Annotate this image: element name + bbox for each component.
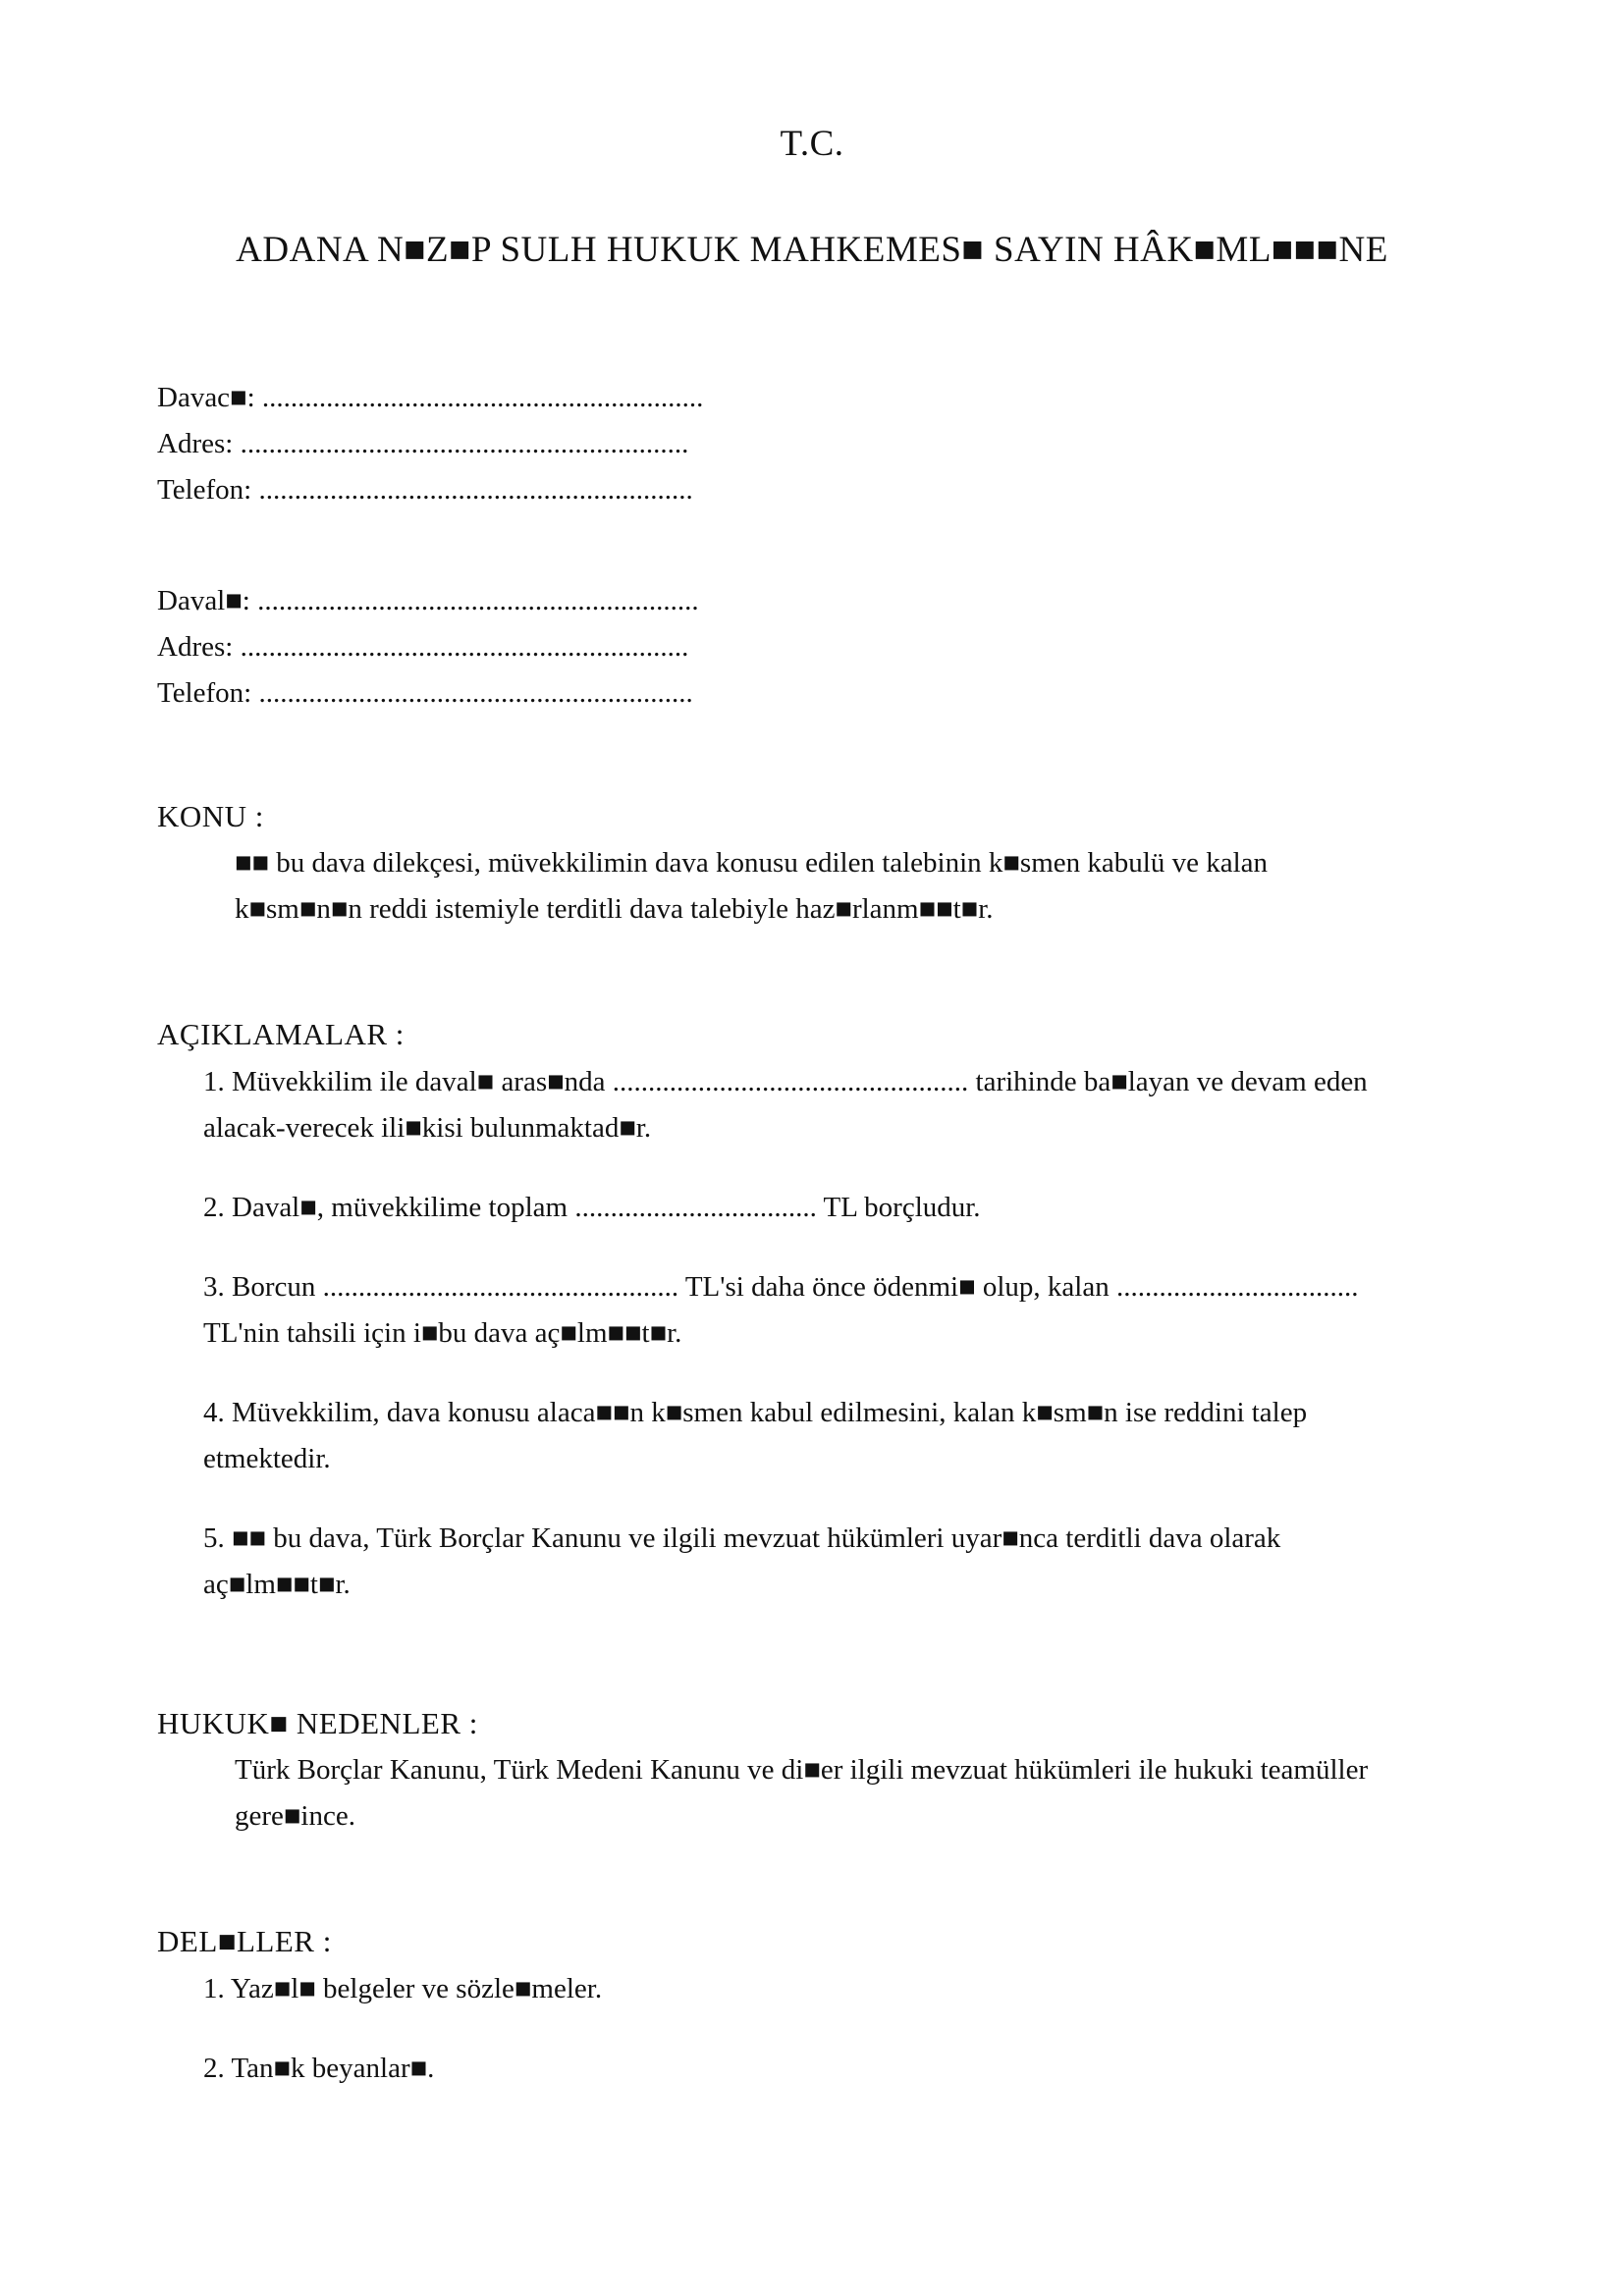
konu-heading: KONU : bbox=[157, 799, 264, 833]
plaintiff-phone-line: Telefon: ............................................................. bbox=[157, 474, 693, 506]
plaintiff-address-line: Adres: ............................................................... bbox=[157, 428, 689, 459]
aciklama-item-3-line-1: 3. Borcun .................................................. TL'si daha önce ödenmi■ olup, kalan .................................. bbox=[203, 1271, 1359, 1303]
aciklama-item-1-line-1: 1. Müvekkilim ile daval■ aras■nda .................................................. tarihinde ba■layan ve devam eden bbox=[203, 1066, 1368, 1097]
aciklama-item-4-line-1: 4. Müvekkilim, dava konusu alaca■■n k■smen kabul edilmesini, kalan k■sm■n ise reddini talep bbox=[203, 1397, 1308, 1428]
defendant-address-line: Adres: ............................................................... bbox=[157, 631, 689, 663]
aciklama-item-5-line-1: 5. ■■ bu dava, Türk Borçlar Kanunu ve ilgili mevzuat hükümleri uyar■nca terditli dava olarak bbox=[203, 1522, 1281, 1554]
konu-line-2: k■sm■n■n reddi istemiyle terditli dava talebiyle haz■rlanm■■t■r. bbox=[235, 893, 994, 925]
hukuki-nedenler-heading: HUKUK■ NEDENLER : bbox=[157, 1706, 478, 1740]
deliller-heading: DEL■LLER : bbox=[157, 1924, 332, 1958]
court-title: ADANA N■Z■P SULH HUKUK MAHKEMES■ SAYIN HÂK■ML■■■NE bbox=[236, 230, 1388, 270]
aciklama-item-3-line-2: TL'nin tahsili için i■bu dava aç■lm■■t■r. bbox=[203, 1317, 682, 1349]
hukuki-nedenler-line-1: Türk Borçlar Kanunu, Türk Medeni Kanunu ve di■er ilgili mevzuat hükümleri ile hukuki teamüller bbox=[235, 1754, 1369, 1786]
aciklama-item-1-line-2: alacak-verecek ili■kisi bulunmaktad■r. bbox=[203, 1112, 652, 1144]
hukuki-nedenler-line-2: gere■ince. bbox=[235, 1800, 355, 1832]
tc-heading: T.C. bbox=[780, 124, 844, 164]
delil-item-2: 2. Tan■k beyanlar■. bbox=[203, 2053, 435, 2084]
aciklama-item-4-line-2: etmektedir. bbox=[203, 1443, 331, 1474]
aciklamalar-heading: AÇIKLAMALAR : bbox=[157, 1017, 405, 1051]
aciklama-item-5-line-2: aç■lm■■t■r. bbox=[203, 1569, 351, 1600]
aciklama-item-2-line-1: 2. Daval■, müvekkilime toplam .................................. TL borçludur. bbox=[203, 1192, 981, 1223]
delil-item-1: 1. Yaz■l■ belgeler ve sözle■meler. bbox=[203, 1973, 603, 2004]
konu-line-1: ■■ bu dava dilekçesi, müvekkilimin dava konusu edilen talebinin k■smen kabulü ve kalan bbox=[235, 847, 1269, 879]
defendant-phone-line: Telefon: ............................................................. bbox=[157, 677, 693, 709]
plaintiff-name-line: Davac■: .............................................................. bbox=[157, 382, 704, 413]
defendant-name-line: Daval■: .............................................................. bbox=[157, 585, 699, 616]
